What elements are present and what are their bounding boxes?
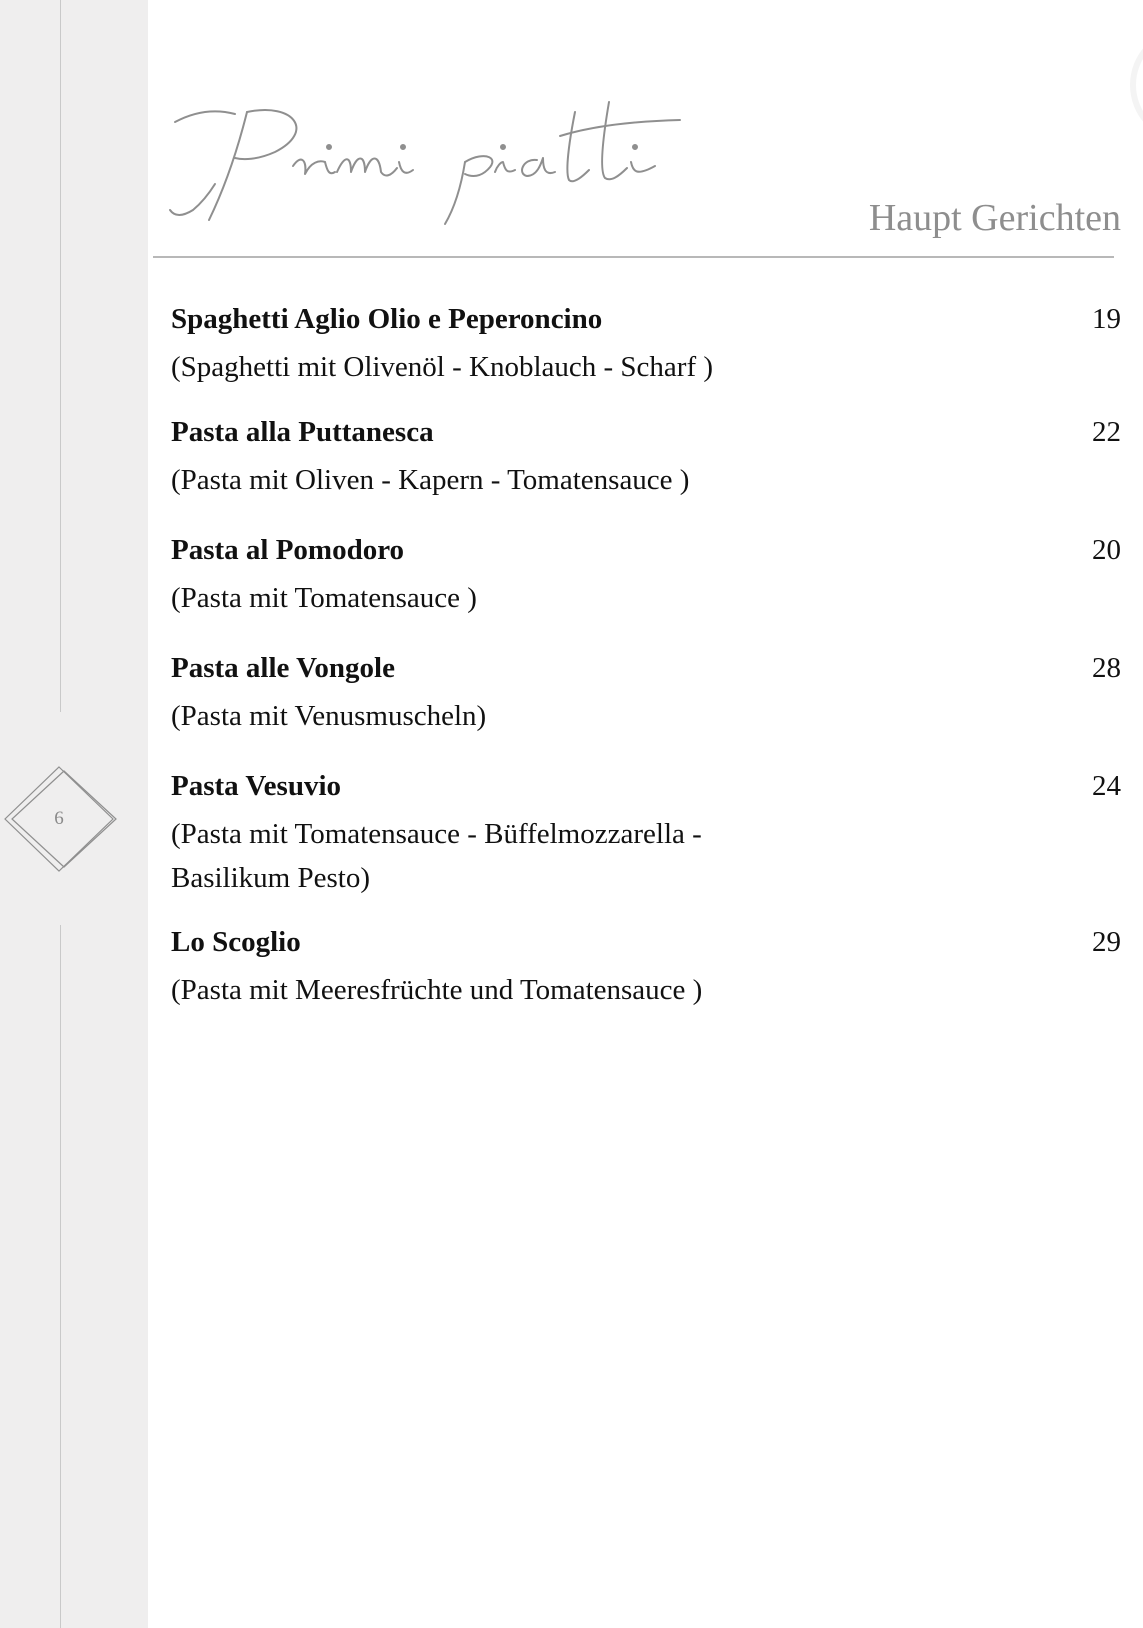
menu-item	[171, 524, 1121, 642]
dish-name: Pasta alla Puttanesca	[171, 416, 434, 448]
menu-item	[171, 642, 1121, 760]
dish-description: (Pasta mit Tomatensauce - Büffelmozzarella - Basilikum Pesto)	[171, 818, 702, 894]
dish-price: 24	[1092, 770, 1121, 802]
page-number: 6	[54, 808, 64, 829]
section-title-script	[165, 92, 725, 242]
dish-description: (Spaghetti mit Olivenöl - Knoblauch - Scharf )	[171, 351, 714, 383]
menu-item	[171, 293, 1121, 406]
watermark-icon	[1108, 10, 1143, 170]
menu-item	[171, 760, 1121, 916]
script-lettering	[165, 92, 725, 242]
section-subtitle: Haupt Gerichten	[868, 197, 1121, 239]
dish-description: (Pasta mit Meeresfrüchte und Tomatensauce )	[171, 974, 703, 1006]
menu-item	[171, 916, 1121, 1026]
dish-description: (Pasta mit Tomatensauce )	[171, 582, 477, 614]
dish-name: Pasta Vesuvio	[171, 770, 342, 802]
menu-item	[171, 406, 1121, 524]
dish-price: 19	[1092, 303, 1121, 335]
dish-name: Pasta alle Vongole	[171, 652, 395, 684]
header-divider	[153, 256, 1114, 258]
sidebar-line-bottom	[60, 925, 61, 1628]
sidebar-line-top	[60, 0, 61, 712]
page-number-badge	[0, 759, 122, 879]
dish-description: (Pasta mit Venusmuscheln)	[171, 700, 487, 732]
dish-name: Spaghetti Aglio Olio e Peperoncino	[171, 303, 603, 335]
dish-price: 22	[1092, 416, 1121, 448]
dish-price: 28	[1092, 652, 1121, 684]
dish-name: Pasta al Pomodoro	[171, 534, 405, 566]
dish-description: (Pasta mit Oliven - Kapern - Tomatensauce )	[171, 464, 690, 496]
menu-list	[171, 293, 1121, 1026]
dish-price: 29	[1092, 926, 1121, 958]
dish-name: Lo Scoglio	[171, 926, 301, 958]
dish-price: 20	[1092, 534, 1121, 566]
